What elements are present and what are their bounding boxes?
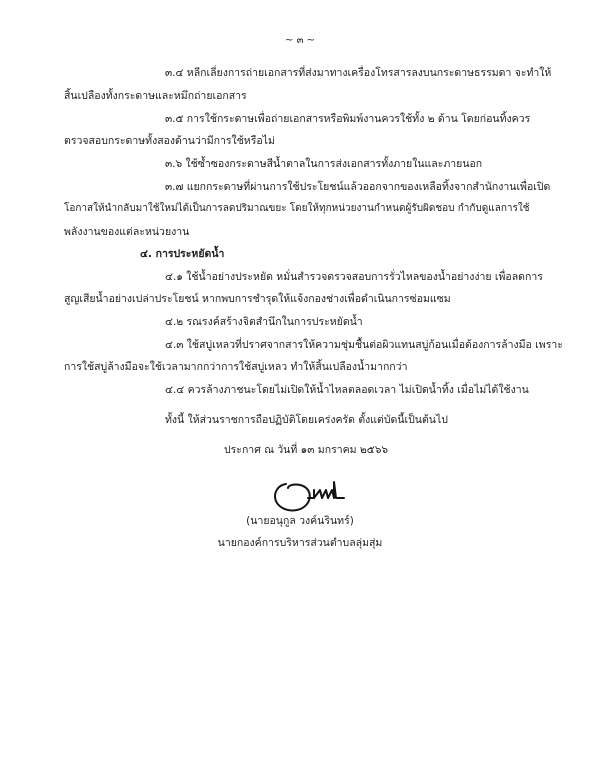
item-4-3-line-2: การใช้สบู่ล้างมือจะใช้เวลามากกว่าการใช้สบู่เหลว ทำให้สิ้นเปลืองน้ำมากกว่า xyxy=(64,361,408,373)
item-4-4: ๔.๔ ควรล้างภาชนะโดยไม่เปิดให้น้ำไหลตลอดเวลา ไม่เปิดน้ำทิ้ง เมื่อไม่ได้ใช้งาน xyxy=(165,384,529,396)
item-3-7-line-2: โอกาสให้นำกลับมาใช้ใหม่ได้เป็นการลดปริมาณขยะ โดยให้ทุกหน่วยงานกำหนดผู้รับผิดชอบ กำกับดูแลการใช้ xyxy=(64,203,530,214)
item-3-4-line-1: ๓.๔ หลีกเลี่ยงการถ่ายเอกสารที่ส่งมาทางเครื่องโทรสารลงบนกระดาษธรรมดา จะทำให้ xyxy=(165,67,552,79)
signer-position: นายกองค์การบริหารส่วนตำบลลุ่มสุ่ม xyxy=(217,537,383,549)
item-3-5-line-2: ตรวจสอบกระดาษทั้งสองด้านว่ามีการใช้หรือไม่ xyxy=(64,135,275,147)
item-4-1-line-2: สูญเสียน้ำอย่างเปล่าประโยชน์ หากพบการชำรุดให้แจ้งกองช่างเพื่อดำเนินการซ่อมแซม xyxy=(64,293,451,305)
item-3-5-line-1: ๓.๕ การใช้กระดาษเพื่อถ่ายเอกสารหรือพิมพ์งานควรใช้ทั้ง ๒ ด้าน โดยก่อนทิ้งควร xyxy=(165,113,531,125)
item-4-1-line-1: ๔.๑ ใช้น้ำอย่างประหยัด หมั่นสำรวจตรวจสอบการรั่วไหลของน้ำอย่างง่าย เพื่อลดการ xyxy=(165,271,543,283)
closing-statement: ทั้งนี้ ให้ส่วนราชการถือปฏิบัติโดยเคร่งครัด ตั้งแต่บัดนี้เป็นต้นไป xyxy=(165,414,448,426)
item-3-7-line-1: ๓.๗ แยกกระดาษที่ผ่านการใช้ประโยชน์แล้วออกจากของเหลือทิ้งจากสำนักงานเพื่อเปิด xyxy=(165,181,551,193)
item-3-4-line-2: สิ้นเปลืองทั้งกระดาษและหมึกถ่ายเอกสาร xyxy=(64,90,247,102)
item-4-3-line-1: ๔.๓ ใช้สบู่เหลวที่ปราศจากสารให้ความชุ่มชื้นต่อผิวแทนสบู่ก้อนเมื่อต้องการล้างมือ เพราะ xyxy=(165,339,563,351)
section-4-heading: ๔. การประหยัดน้ำ xyxy=(140,248,225,260)
item-3-7-line-3: พลังงานของแต่ละหน่วยงาน xyxy=(64,226,190,238)
item-3-6: ๓.๖ ใช้ซ้ำซองกระดาษสีน้ำตาลในการส่งเอกสารทั้งภายในและภายนอก xyxy=(165,158,483,170)
page-number: ~ ๓ ~ xyxy=(285,35,315,46)
handwritten-signature xyxy=(268,476,356,516)
item-4-2: ๔.๒ รณรงค์สร้างจิตสำนึกในการประหยัดน้ำ xyxy=(165,316,363,328)
announcement-date: ประกาศ ณ วันที่ ๑๓ มกราคม ๒๕๖๖ xyxy=(224,444,389,456)
signer-name: (นายอนุกูล วงค์นรินทร์) xyxy=(246,515,354,527)
